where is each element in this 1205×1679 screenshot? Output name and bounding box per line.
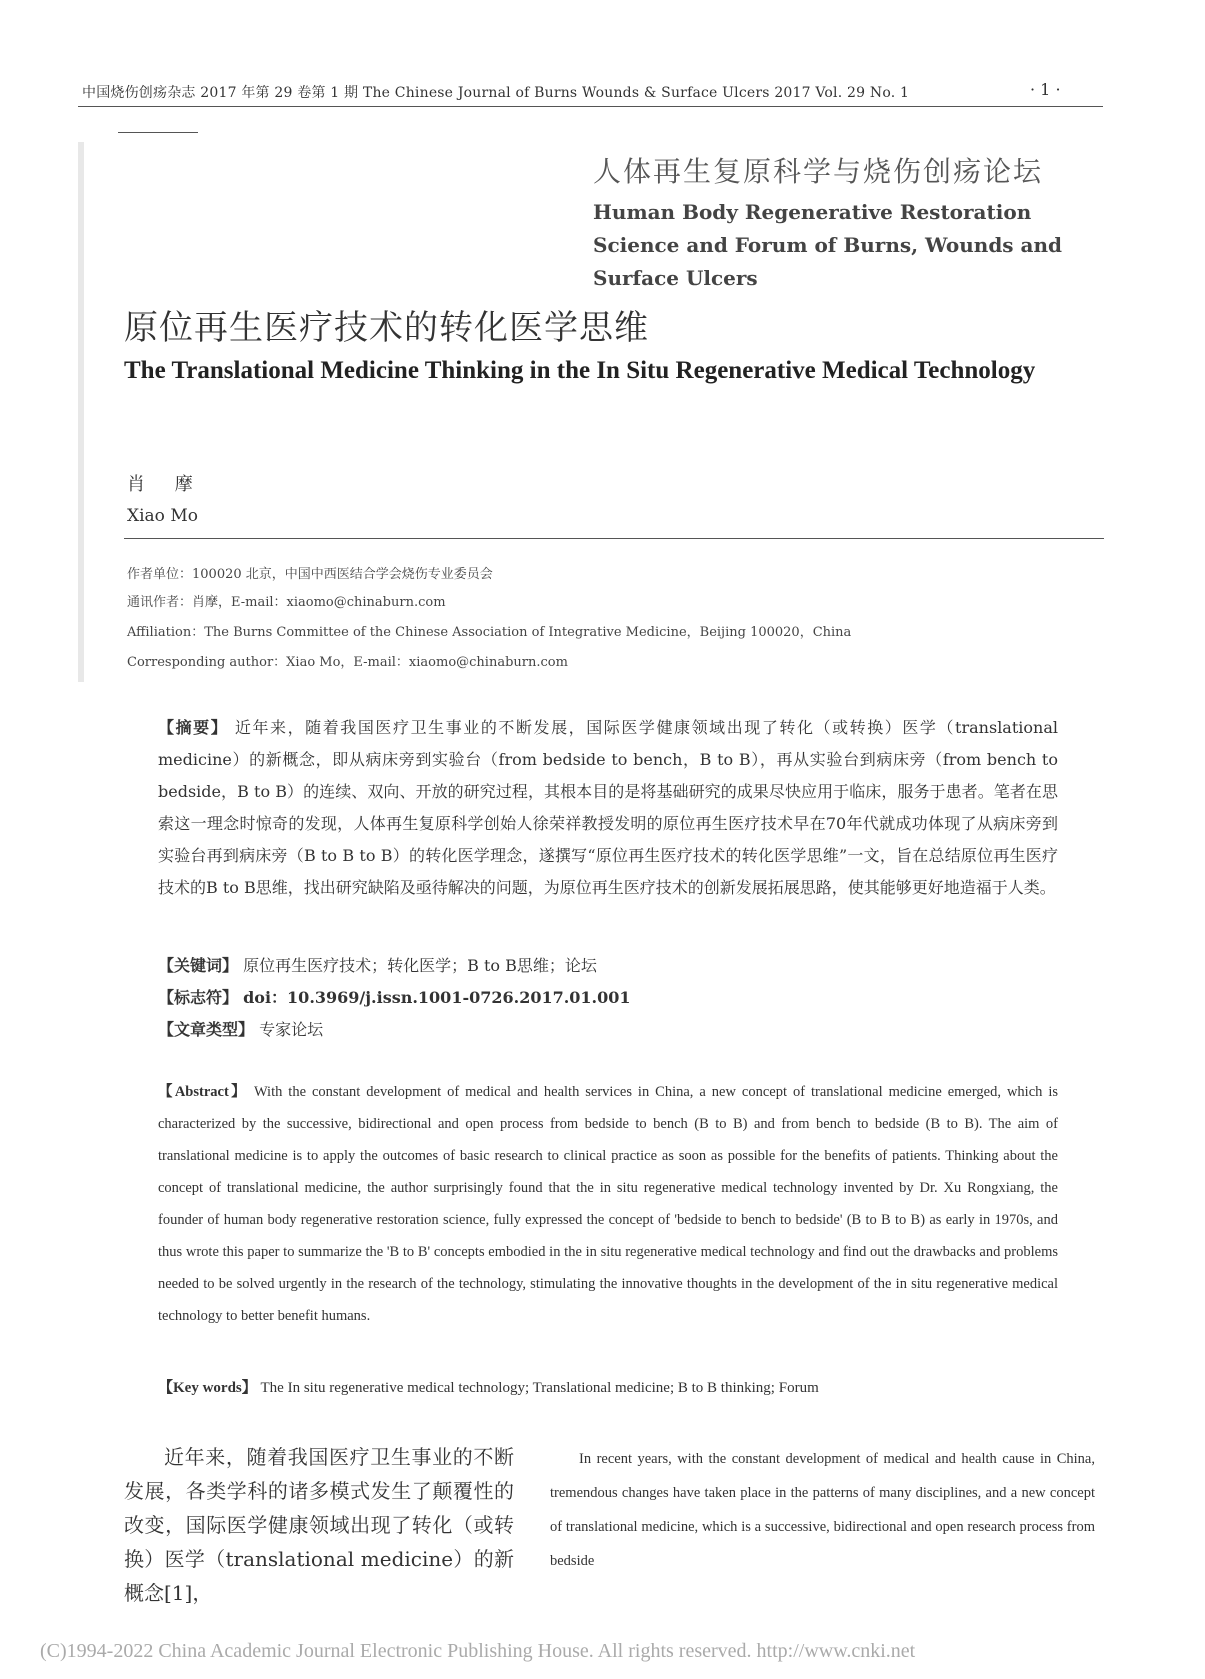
- running-header: 中国烧伤创疡杂志 2017 年第 29 卷第 1 期 The Chinese Journal of Burns Wounds & Surface Ulcers 2017 Vol. 29 No. 1: [82, 85, 910, 101]
- keywords-en: [158, 1376, 819, 1397]
- keywords-en-label: 【Key words】: [158, 1380, 257, 1396]
- author-rule: [124, 538, 1104, 539]
- article-title-en: The Translational Medicine Thinking in the In Situ Regenerative Medical Technology: [124, 357, 1036, 384]
- forum-title-cn: 人体再生复原科学与烧伤创疡论坛: [593, 155, 1044, 188]
- keywords-cn-text: 原位再生医疗技术；转化医学；B to B思维；论坛: [243, 956, 597, 975]
- abstract-en: [158, 1076, 1058, 1332]
- forum-title-en: Human Body Regenerative Restoration Science and Forum of Burns, Wounds and Surface Ulcers: [593, 200, 1063, 290]
- keywords-cn: [158, 953, 597, 976]
- corresponding-en: Corresponding author：Xiao Mo，E-mail：xiaomo@chinaburn.com: [127, 655, 568, 670]
- body-text-cn: 近年来，随着我国医疗卫生事业的不断发展，各类学科的诸多模式发生了颠覆性的改变，国际医学健康领域出现了转化（或转换）医学（translational medicine）的新概念[1]，: [124, 1445, 514, 1605]
- abstract-cn-label: 【摘要】: [158, 718, 229, 737]
- page-number: · 1 ·: [1030, 80, 1061, 99]
- doi-label: 【标志符】: [158, 988, 239, 1007]
- article-type-label: 【文章类型】: [158, 1020, 255, 1039]
- affiliation-cn: 作者单位：100020 北京，中国中西医结合学会烧伤专业委员会: [127, 567, 493, 582]
- abstract-en-label: 【Abstract】: [158, 1084, 248, 1100]
- abstract-cn: [158, 712, 1058, 904]
- doi: [158, 985, 631, 1008]
- copyright-footer: (C)1994-2022 China Academic Journal Electronic Publishing House. All rights reserved. http://www.cnki.net: [40, 1640, 916, 1662]
- author-name-en: Xiao Mo: [127, 506, 198, 526]
- affiliation-en: Affiliation：The Burns Committee of the Chinese Association of Integrative Medicine，Beijing 100020，China: [127, 625, 852, 640]
- body-text-en: In recent years, with the constant development of medical and health cause in China, tremendous changes have taken place in the patterns of many disciplines, and a new concept of translational medicine, which is a successive, bidirectional and open research process from bedside: [550, 1451, 1095, 1569]
- keywords-cn-label: 【关键词】: [158, 956, 239, 975]
- header-short-rule: [118, 132, 198, 133]
- corresponding-cn: 通讯作者：肖摩，E-mail：xiaomo@chinaburn.com: [127, 595, 446, 610]
- abstract-en-text: With the constant development of medical and health services in China, a new concept of translational medicine emerged, which is characterized by the successive, bidirectional and open process from bedside to bench (B to B) and from bench to bedside (B to B). The aim of translational medicine is to apply the outcomes of basic research to clinical practice as soon as possible for the benefits of patients. Thinking about the concept of translational medicine, the author surprisingly found that the in situ regenerative medical technology invented by Dr. Xu Rongxiang, the founder of human body regenerative restoration science, fully expressed the concept of 'bedside to bench to bedside' (B to B to B) as early in 1970s, and thus wrote this paper to summarize the 'B to B' concepts embodied in the in situ regenerative medical technology and find out the drawbacks and problems needed to be solved urgently in the research of the technology, stimulating the innovative thoughts in the development of the in situ regenerative medical technology to better benefit humans.: [158, 1084, 1059, 1324]
- doi-text: doi：10.3969/j.issn.1001-0726.2017.01.001: [243, 988, 631, 1007]
- abstract-cn-text: 近年来，随着我国医疗卫生事业的不断发展，国际医学健康领域出现了转化（或转换）医学（translational medicine）的新概念，即从病床旁到实验台（from bedside to bench，B to B），再从实验台到病床旁（from bench to bedside，B to B）的连续、双向、开放的研究过程，其根本目的是将基础研究的成果尽快应用于临床，服务于患者。笔者在思索这一理念时惊奇的发现，人体再生复原科学创始人徐荣祥教授发明的原位再生医疗技术早在70年代就成功体现了从病床旁到实验台再到病床旁（B to B to B）的转化医学理念，遂撰写“原位再生医疗技术的转化医学思维”一文，旨在总结原位再生医疗技术的B to B思维，找出研究缺陷及亟待解决的问题，为原位再生医疗技术的创新发展拓展思路，使其能够更好地造福于人类。: [158, 718, 1058, 897]
- author-name-cn: 肖 摩: [127, 474, 205, 495]
- side-bar: [78, 142, 84, 682]
- article-type-text: 专家论坛: [259, 1020, 324, 1039]
- article-type: [158, 1017, 323, 1040]
- header-rule: [78, 106, 1103, 107]
- keywords-en-text: The In situ regenerative medical technology; Translational medicine; B to B thinking; Forum: [260, 1380, 819, 1396]
- article-title-cn: 原位再生医疗技术的转化医学思维: [124, 308, 649, 348]
